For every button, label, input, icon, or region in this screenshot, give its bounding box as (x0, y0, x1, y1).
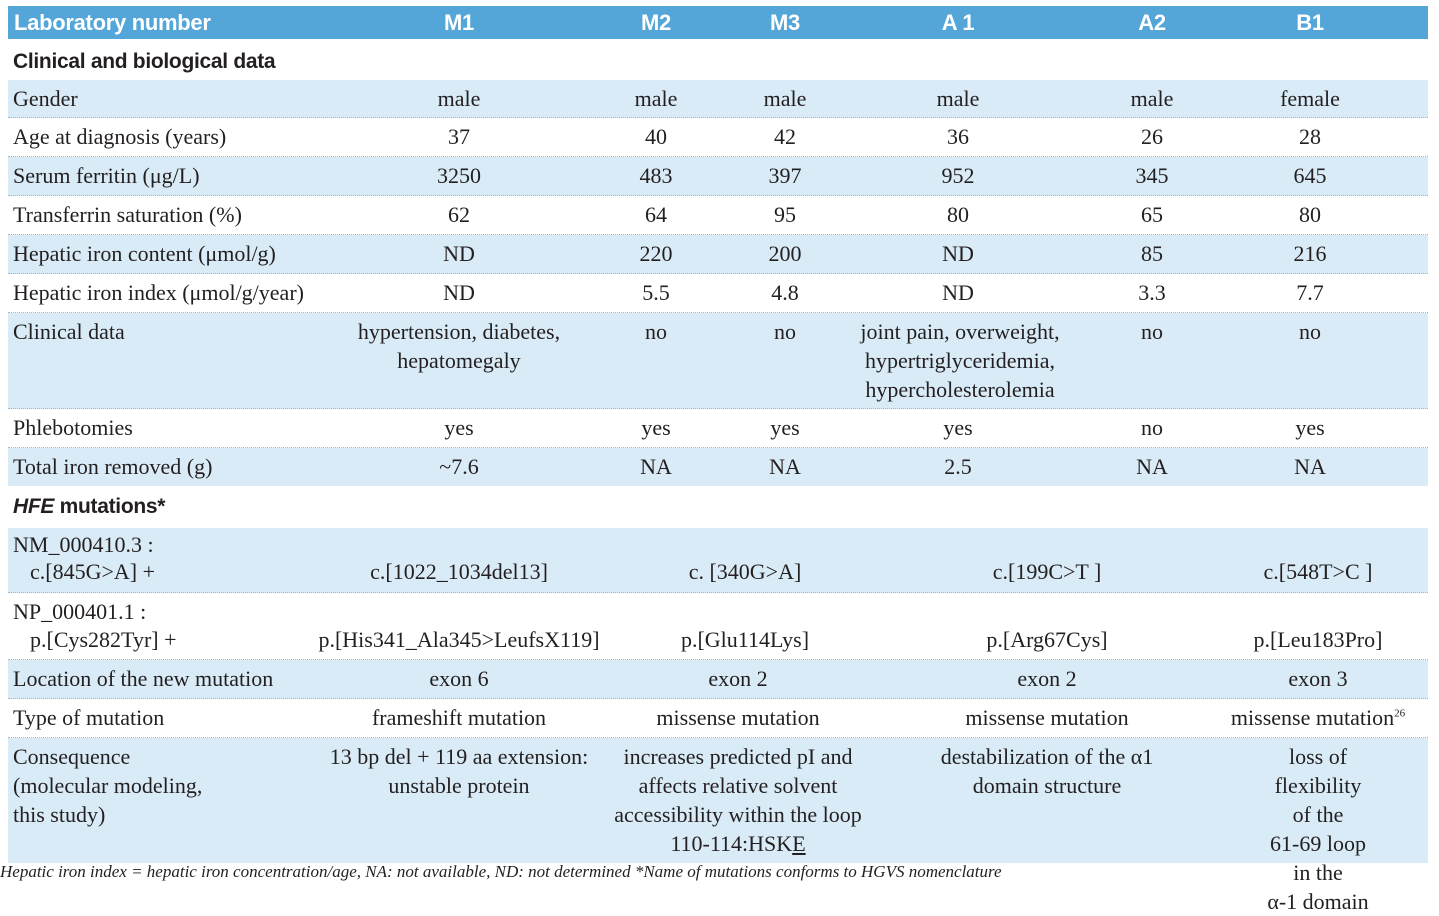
row-label-nm-2: c.[845G>A] + (30, 559, 156, 584)
cell: no (774, 319, 796, 344)
cell: p.[Arg67Cys] (986, 627, 1108, 652)
header-col-a1: A 1 (941, 10, 975, 35)
cell: yes (770, 415, 800, 440)
cell: male (936, 86, 980, 111)
cell: yes (641, 415, 671, 440)
cell (1231, 703, 1405, 732)
cell: ND (443, 280, 475, 305)
cell: 80 (1299, 202, 1321, 227)
cell: ~7.6 (439, 454, 479, 479)
cell: 3.3 (1138, 280, 1166, 305)
cell: 4.8 (771, 280, 799, 305)
table-row (8, 157, 1428, 196)
section-title-mutations (13, 495, 165, 519)
cell: 7.7 (1296, 280, 1324, 305)
cell: 345 (1135, 163, 1169, 188)
section-title-clinical: Clinical and biological data (13, 50, 276, 73)
cell: 28 (1299, 124, 1321, 149)
row-label: Location of the new mutation (13, 666, 274, 691)
cell: no (1299, 319, 1321, 344)
cell-text-loop: 110-114:HSK (670, 831, 793, 856)
cell: NA (640, 454, 672, 479)
table-row (8, 118, 1428, 157)
section-title-rest: mutations* (54, 495, 166, 518)
row-label-np-2: p.[Cys282Tyr] + (30, 627, 177, 652)
cell: 200 (768, 241, 802, 266)
header-col-m1: M1 (444, 10, 474, 35)
cell: 5.5 (642, 280, 670, 305)
section-mutations (8, 486, 1428, 528)
cell: 37 (448, 124, 470, 149)
row-label-nm-1: NM_000410.3 : (13, 532, 154, 557)
table-row (8, 80, 1428, 118)
table-header (8, 6, 1428, 40)
cell (614, 742, 861, 858)
cell: c.[548T>C ] (1263, 559, 1373, 584)
cell: NA (1136, 454, 1168, 479)
cell: 95 (774, 202, 796, 227)
cell: destabilization of the α1 domain structure (940, 744, 1154, 798)
cell: 220 (639, 241, 673, 266)
cell: NA (769, 454, 801, 479)
cell: 952 (941, 163, 975, 188)
cell: c. [340G>A] (688, 559, 802, 584)
cell: 26 (1141, 124, 1163, 149)
table-row (8, 235, 1428, 274)
cell: exon 2 (708, 666, 768, 691)
cell: yes (943, 415, 973, 440)
cell: 65 (1141, 202, 1163, 227)
gene-name: HFE (13, 495, 55, 518)
cell: 397 (768, 163, 802, 188)
table-row (8, 409, 1428, 448)
cell: p.[His341_Ala345>LeufsX119] (318, 627, 600, 652)
row-label: Phlebotomies (13, 415, 133, 440)
cell: NA (1294, 454, 1326, 479)
cell: missense mutation (656, 705, 820, 730)
header-col-a2: A2 (1138, 10, 1166, 35)
table-row (8, 274, 1428, 313)
header-col-m3: M3 (770, 10, 800, 35)
cell-text: increases predicted pI and affects relative solvent accessibility within the loop (614, 744, 862, 827)
header-label: Laboratory number (14, 10, 211, 35)
row-label: Total iron removed (g) (13, 454, 213, 479)
cell: joint pain, overweight, hypertriglyceridemia, hypercholesterolemia (860, 319, 1060, 402)
cell: c.[1022_1034del13] (370, 559, 548, 584)
table-row-location (8, 660, 1428, 699)
cell: 3250 (437, 163, 481, 188)
cell: 13 bp del + 119 aa extension: unstable protein (329, 744, 589, 798)
row-label: Transferrin saturation (%) (13, 202, 242, 227)
cell: exon 6 (429, 666, 489, 691)
cell: exon 2 (1017, 666, 1077, 691)
cell: male (634, 86, 678, 111)
row-label: Clinical data (13, 319, 125, 344)
cell: 483 (639, 163, 673, 188)
cell: 36 (947, 124, 969, 149)
row-label: Hepatic iron content (μmol/g) (13, 241, 276, 266)
table-row-nm (8, 528, 1428, 593)
cell: yes (1295, 415, 1325, 440)
table-row-type (8, 699, 1428, 738)
cell: exon 3 (1288, 666, 1348, 691)
reference-superscript: 26 (1394, 707, 1406, 720)
cell: female (1280, 86, 1340, 111)
section-clinical (8, 40, 1428, 80)
cell: no (645, 319, 667, 344)
cell-text-underlined: E (792, 831, 806, 856)
row-label: Consequence (molecular modeling, this study) (13, 744, 203, 827)
cell: no (1141, 415, 1163, 440)
cell: 40 (645, 124, 667, 149)
cell: hypertension, diabetes, hepatomegaly (357, 319, 561, 373)
row-label: Serum ferritin (μg/L) (13, 163, 200, 188)
cell: male (437, 86, 481, 111)
header-col-m2: M2 (641, 10, 671, 35)
table-row (8, 448, 1428, 486)
cell: ND (942, 241, 974, 266)
cell-text: missense mutation (1230, 705, 1395, 730)
cell: yes (444, 415, 474, 440)
cell: 645 (1293, 163, 1327, 188)
table-row (8, 196, 1428, 235)
row-label: Gender (13, 86, 78, 111)
cell: male (763, 86, 807, 111)
cell: 216 (1293, 241, 1327, 266)
cell: ND (942, 280, 974, 305)
row-label: Age at diagnosis (years) (13, 124, 227, 149)
row-label-np-1: NP_000401.1 : (13, 599, 147, 624)
table-row-np (8, 593, 1428, 660)
cell: 85 (1141, 241, 1163, 266)
cell: 80 (947, 202, 969, 227)
cell: 2.5 (944, 454, 972, 479)
cell: p.[Glu114Lys] (680, 627, 810, 652)
cell: missense mutation (965, 705, 1129, 730)
header-col-b1: B1 (1296, 10, 1324, 35)
cell: ND (443, 241, 475, 266)
cell: no (1141, 319, 1163, 344)
row-label: Type of mutation (13, 705, 165, 730)
cell: p.[Leu183Pro] (1253, 627, 1383, 652)
cell: frameshift mutation (371, 705, 547, 730)
row-label: Hepatic iron index (μmol/g/year) (13, 280, 304, 305)
cell: loss of flexibility of the 61-69 loop in the α-1 domain (1267, 744, 1369, 914)
cell: 42 (774, 124, 796, 149)
table-footnote: Hepatic iron index = hepatic iron concentration/age, NA: not available, ND: not determined *Name of mutations conforms to HGVS nomenclature (0, 862, 1002, 881)
cell: 64 (645, 202, 667, 227)
cell: male (1130, 86, 1174, 111)
table-row (8, 313, 1428, 409)
cell: c.[199C>T ] (992, 559, 1102, 584)
cell: 62 (448, 202, 470, 227)
